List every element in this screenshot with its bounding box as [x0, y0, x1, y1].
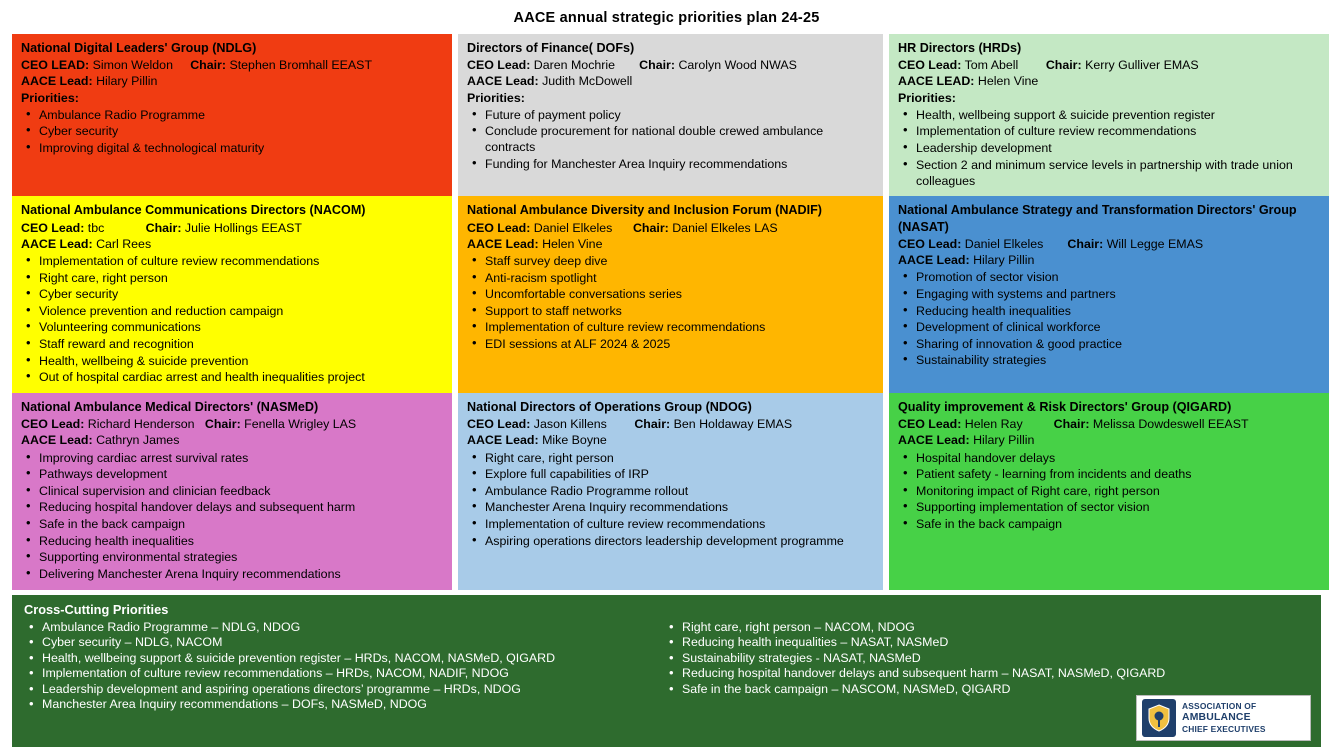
aace-lead-name: Judith McDowell [542, 74, 633, 89]
chair-label: Chair: [639, 58, 675, 73]
priorities-list [467, 253, 874, 352]
list-item: • Implementation of culture review recommendations [21, 253, 443, 269]
aace-logo [1136, 695, 1311, 741]
cards-row-2 [12, 196, 1321, 393]
aace-lead-name: Hilary Pillin [973, 253, 1035, 268]
logo-line-2: AMBULANCE [1182, 712, 1251, 724]
list-item: • Anti-racism spotlight [467, 270, 874, 286]
card-title: HR Directors (HRDs) [898, 41, 1022, 55]
card-aace-lead [467, 432, 874, 448]
cross-cutting-panel [12, 595, 1321, 747]
chair-label: Chair: [1045, 58, 1082, 73]
ceo-lead-label: CEO Lead: [898, 237, 962, 252]
list-item: • Safe in the back campaign [898, 516, 1320, 532]
ceo-lead-label: CEO Lead: [898, 417, 962, 432]
chair-name: Kerry Gulliver EMAS [1085, 58, 1199, 73]
list-item: • Staff reward and recognition [21, 336, 443, 352]
aace-lead-name: Helen Vine [542, 236, 603, 251]
list-item: • Health, wellbeing support & suicide prevention register – HRDs, NACOM, NASMeD, QIGARD [24, 651, 644, 665]
card-nasmed [12, 393, 452, 590]
ceo-lead-name: Jason Killens [533, 417, 607, 432]
list-item: • Monitoring impact of Right care, right person [898, 483, 1320, 499]
list-item: • Cyber security [21, 286, 443, 302]
card-ceo-lead [898, 57, 1320, 73]
list-item: • Improving cardiac arrest survival rates [21, 450, 443, 466]
ceo-lead-name: Tom Abell [964, 58, 1019, 73]
list-item: • Implementation of culture review recommendations – HRDs, NACOM, NADIF, NDOG [24, 666, 644, 680]
chair-label: Chair: [632, 220, 669, 235]
list-item: • Sustainability strategies [898, 352, 1320, 368]
priorities-list [467, 107, 874, 173]
list-item: • Promotion of sector vision [898, 269, 1320, 285]
priorities-label: Priorities: [467, 90, 525, 105]
priorities-list [898, 107, 1320, 189]
card-hrds [889, 34, 1329, 196]
card-aace-lead [898, 252, 1320, 268]
aace-lead-name: Carl Rees [96, 236, 152, 251]
list-item: • Leadership development [898, 140, 1320, 156]
list-item: • Future of payment policy [467, 107, 874, 123]
ceo-lead-name: Daniel Elkeles [533, 220, 613, 235]
list-item: • Right care, right person [467, 450, 874, 466]
cards-row-3 [12, 393, 1321, 590]
chair-name: Ben Holdaway EMAS [673, 417, 793, 432]
ceo-lead-name: Simon Weldon [92, 58, 173, 73]
crest-icon [1142, 699, 1176, 737]
aace-lead-label: AACE Lead: [21, 74, 93, 89]
ceo-lead-label: CEO Lead: [898, 58, 962, 73]
card-title: National Ambulance Strategy and Transformation Directors' Group (NASAT) [898, 203, 1297, 234]
list-item: • Right care, right person – NACOM, NDOG [664, 620, 1309, 634]
chair-label: Chair: [145, 220, 182, 235]
aace-lead-label: AACE Lead: [21, 433, 93, 448]
list-item: • Implementation of culture review recommendations [898, 123, 1320, 139]
list-item: • Improving digital & technological maturity [21, 140, 443, 156]
list-item: • Ambulance Radio Programme – NDLG, NDOG [24, 620, 644, 634]
priorities-list [21, 253, 443, 386]
list-item: • Ambulance Radio Programme [21, 107, 443, 123]
list-item: • Supporting environmental strategies [21, 549, 443, 565]
card-dofs [458, 34, 883, 196]
list-item: • Reducing health inequalities – NASAT, NASMeD [664, 635, 1309, 649]
list-item: • Manchester Area Inquiry recommendations – DOFs, NASMeD, NDOG [24, 697, 644, 711]
card-title: National Ambulance Communications Directors (NACOM) [21, 203, 366, 218]
card-title: National Digital Leaders' Group (NDLG) [21, 41, 257, 55]
priorities-list [21, 450, 443, 583]
list-item: • Engaging with systems and partners [898, 286, 1320, 302]
list-item: • Aspiring operations directors leadership development programme [467, 533, 874, 549]
list-item: • Ambulance Radio Programme rollout [467, 483, 874, 499]
card-nadif [458, 196, 883, 393]
priorities-list [898, 450, 1320, 533]
ceo-lead-label: CEO Lead: [21, 417, 85, 432]
card-ceo-lead [21, 416, 443, 432]
list-item: • Conclude procurement for national double crewed ambulance contracts [467, 123, 874, 155]
list-item: • Sharing of innovation & good practice [898, 336, 1320, 352]
list-item: • Violence prevention and reduction campaign [21, 303, 443, 319]
ceo-lead-name: Helen Ray [964, 417, 1023, 432]
list-item: • Staff survey deep dive [467, 253, 874, 269]
list-item: • Reducing health inequalities [898, 303, 1320, 319]
ceo-lead-name: Richard Henderson [87, 417, 195, 432]
card-title: Directors of Finance( DOFs) [467, 41, 635, 55]
chair-label: Chair: [204, 417, 241, 432]
list-item: • Pathways development [21, 466, 443, 482]
chair-name: Melissa Dowdeswell EEAST [1092, 417, 1249, 432]
chair-label: Chair: [190, 58, 226, 73]
card-title: National Ambulance Diversity and Inclusion Forum (NADIF) [467, 203, 822, 218]
ceo-lead-name: Daren Mochrie [533, 58, 616, 73]
ceo-lead-label: CEO Lead: [21, 220, 85, 235]
list-item: • Reducing health inequalities [21, 533, 443, 549]
card-qigard [889, 393, 1329, 590]
card-ceo-lead [898, 416, 1320, 432]
list-item: • Safe in the back campaign – NASCOM, NASMeD, QIGARD [664, 682, 1309, 696]
list-item: • EDI sessions at ALF 2024 & 2025 [467, 336, 874, 352]
list-item: • Support to staff networks [467, 303, 874, 319]
card-aace-lead [898, 73, 1320, 89]
card-aace-lead [467, 73, 874, 89]
ceo-lead-label: CEO Lead: [467, 417, 531, 432]
chair-name: Daniel Elkeles LAS [672, 220, 778, 235]
card-ndog [458, 393, 883, 590]
ceo-lead-name: Daniel Elkeles [964, 237, 1044, 252]
list-item: • Manchester Arena Inquiry recommendations [467, 499, 874, 515]
aace-lead-label: AACE Lead: [467, 236, 539, 251]
cross-cutting-columns [24, 619, 1309, 713]
cross-cutting-list-left [24, 620, 644, 713]
list-item: • Implementation of culture review recommendations [467, 516, 874, 532]
aace-lead-label: AACE Lead: [898, 253, 970, 268]
cards-row-1 [12, 34, 1321, 196]
logo-line-3: CHIEF EXECUTIVES [1182, 724, 1266, 735]
page-title: AACE annual strategic priorities plan 24-25 [513, 10, 820, 26]
priorities-list [21, 107, 443, 156]
aace-lead-name: Helen Vine [977, 74, 1039, 89]
aace-lead-label: AACE Lead: [21, 236, 93, 251]
list-item: • Health, wellbeing & suicide prevention [21, 353, 443, 369]
card-title: National Ambulance Medical Directors' (NASMeD) [21, 399, 319, 414]
list-item: • Health, wellbeing support & suicide prevention register [898, 107, 1320, 123]
list-item: • Reducing hospital handover delays and subsequent harm – NASAT, NASMeD, QIGARD [664, 666, 1309, 680]
chair-name: Will Legge EMAS [1106, 237, 1204, 252]
priorities-label: Priorities: [898, 90, 956, 105]
list-item: • Implementation of culture review recommendations [467, 319, 874, 335]
aace-lead-name: Mike Boyne [542, 433, 607, 448]
card-ceo-lead [467, 416, 874, 432]
list-item: • Supporting implementation of sector vision [898, 499, 1320, 515]
chair-label: Chair: [1053, 417, 1090, 432]
card-title: National Directors of Operations Group (NDOG) [467, 399, 752, 414]
list-item: • Section 2 and minimum service levels in partnership with trade union colleagues [898, 157, 1320, 189]
card-ceo-lead [21, 220, 443, 236]
priorities-label: Priorities: [21, 90, 79, 105]
chair-name: Carolyn Wood NWAS [678, 58, 797, 73]
chair-name: Stephen Bromhall EEAST [229, 58, 373, 73]
list-item: • Clinical supervision and clinician feedback [21, 483, 443, 499]
list-item: • Funding for Manchester Area Inquiry recommendations [467, 156, 874, 172]
aace-lead-label: AACE Lead: [467, 433, 539, 448]
card-nacom [12, 196, 452, 393]
chair-label: Chair: [1067, 237, 1104, 252]
ceo-lead-label: CEO Lead: [467, 58, 531, 73]
list-item: • Volunteering communications [21, 319, 443, 335]
card-title: Quality improvement & Risk Directors' Group (QIGARD) [898, 399, 1232, 414]
card-aace-lead [21, 73, 443, 89]
ceo-lead-name: tbc [87, 220, 105, 235]
chair-label: Chair: [634, 417, 671, 432]
list-item: • Reducing hospital handover delays and subsequent harm [21, 499, 443, 515]
priorities-list [467, 450, 874, 549]
ceo-lead-label: CEO LEAD: [21, 58, 90, 73]
list-item: • Right care, right person [21, 270, 443, 286]
list-item: • Sustainability strategies - NASAT, NASMeD [664, 651, 1309, 665]
card-aace-lead [898, 432, 1320, 448]
cross-cutting-title: Cross-Cutting Priorities [24, 601, 169, 617]
list-item: • Hospital handover delays [898, 450, 1320, 466]
aace-lead-label: AACE Lead: [898, 433, 970, 448]
card-ceo-lead [21, 57, 443, 73]
aace-lead-name: Hilary Pillin [973, 433, 1035, 448]
chair-name: Julie Hollings EEAST [184, 220, 302, 235]
card-ceo-lead [467, 57, 874, 73]
aace-lead-label: AACE Lead: [467, 74, 539, 89]
card-aace-lead [467, 236, 874, 252]
card-nasat [889, 196, 1329, 393]
list-item: • Delivering Manchester Arena Inquiry recommendations [21, 566, 443, 582]
aace-lead-name: Cathryn James [96, 433, 180, 448]
list-item: • Explore full capabilities of IRP [467, 466, 874, 482]
logo-text [1182, 701, 1266, 735]
list-item: • Development of clinical workforce [898, 319, 1320, 335]
ceo-lead-label: CEO Lead: [467, 220, 531, 235]
list-item: • Out of hospital cardiac arrest and health inequalities project [21, 369, 443, 385]
chair-name: Fenella Wrigley LAS [244, 417, 357, 432]
list-item: • Cyber security [21, 123, 443, 139]
card-ceo-lead [467, 220, 874, 236]
aace-lead-name: Hilary Pillin [96, 74, 158, 89]
list-item: • Leadership development and aspiring operations directors’ programme – HRDs, NDOG [24, 682, 644, 696]
list-item: • Cyber security – NDLG, NACOM [24, 635, 644, 649]
priorities-list [898, 269, 1320, 368]
list-item: • Uncomfortable conversations series [467, 286, 874, 302]
aace-lead-label: AACE LEAD: [898, 74, 975, 89]
logo-line-1: ASSOCIATION OF [1182, 700, 1257, 711]
card-ndlg [12, 34, 452, 196]
list-item: • Safe in the back campaign [21, 516, 443, 532]
card-ceo-lead [898, 236, 1320, 252]
card-aace-lead [21, 432, 443, 448]
list-item: • Patient safety - learning from incidents and deaths [898, 466, 1320, 482]
card-aace-lead [21, 236, 443, 252]
